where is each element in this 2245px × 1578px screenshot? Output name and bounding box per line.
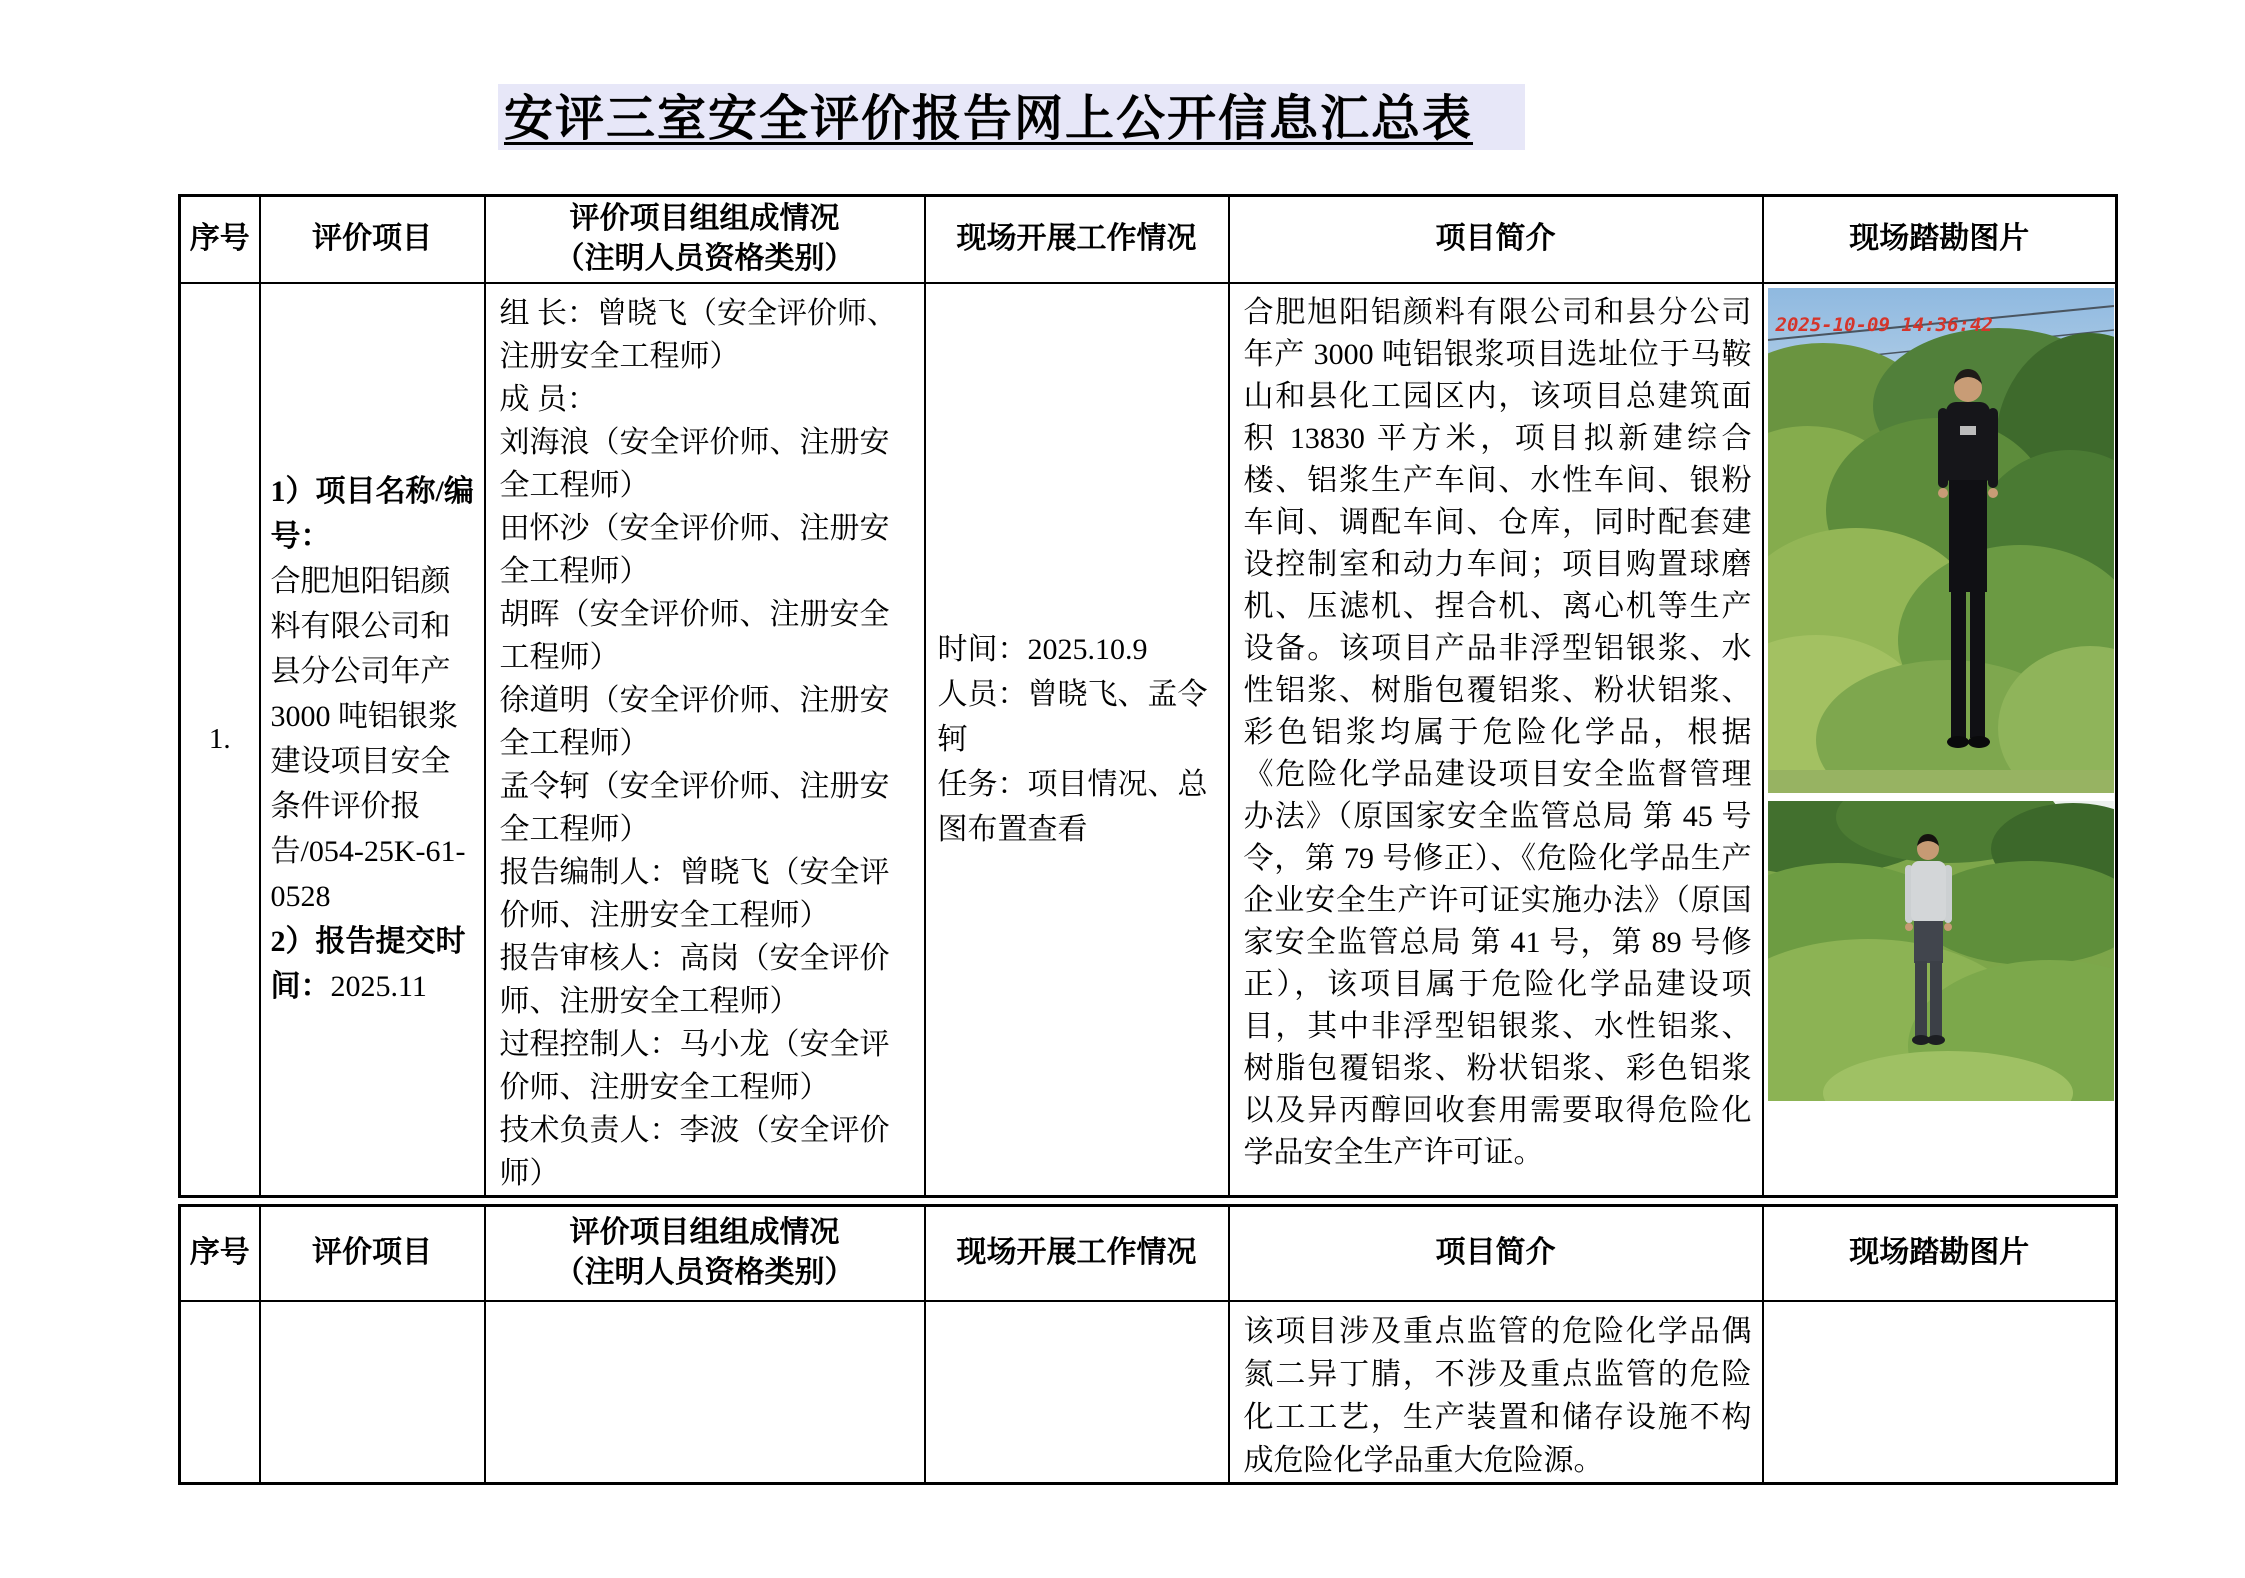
- cell-team: [485, 283, 925, 1197]
- project-time-line: [271, 919, 476, 1009]
- site-photo-1: [1768, 288, 2114, 793]
- cell-intro-continued: 该项目涉及重点监管的危险化学品偶氮二异丁腈，不涉及重点监管的危险化工工艺，生产装置和储存设施不构成危险化学品重大危险源。: [1229, 1301, 1763, 1484]
- team-member: 徐道明（安全评价师、注册安全工程师）: [499, 683, 890, 760]
- project-time-value: 2025.11: [330, 970, 427, 1003]
- photo1-graphic: [1768, 288, 2114, 793]
- cell-serial-empty: [180, 1301, 260, 1484]
- team-member: 孟令轲（安全评价师、注册安全工程师）: [499, 769, 890, 846]
- team-role: 报告编制人：曾晓飞（安全评价师、注册安全工程师）: [499, 855, 890, 932]
- body-row-2: [180, 1301, 2117, 1484]
- header-serial: 序号: [180, 196, 260, 283]
- team-role: 报告审核人：高岗（安全评价师、注册安全工程师）: [499, 941, 890, 1018]
- photo-timestamp: 2025-10-09 14:36:42: [1775, 313, 1993, 336]
- header-row-1: [180, 196, 2117, 283]
- cell-site-work: [925, 283, 1229, 1197]
- team-member: 胡晖（安全评价师、注册安全工程师）: [499, 597, 890, 674]
- header-site-work: 现场开展工作情况: [925, 1205, 1229, 1301]
- header-project: 评价项目: [260, 196, 485, 283]
- cell-serial: 1.: [180, 283, 260, 1197]
- header-row-2: [180, 1205, 2117, 1301]
- header-team: [485, 196, 925, 283]
- site-work-task: 任务：项目情况、总图布置查看: [937, 767, 1208, 846]
- photo2-graphic: [1768, 801, 2114, 1101]
- document-title: 安评三室安全评价报告网上公开信息汇总表: [504, 91, 1474, 146]
- site-work-time: 时间：2025.10.9: [937, 632, 1148, 666]
- project-name-label: 1）项目名称/编号：: [270, 475, 474, 553]
- header-intro: 项目简介: [1229, 196, 1763, 283]
- project-time-label: 2）报告提交时间：: [270, 925, 466, 1003]
- header-photos: 现场踏勘图片: [1763, 196, 2117, 283]
- team-members-label: 成 员：: [499, 382, 597, 416]
- header-project: 评价项目: [260, 1205, 485, 1301]
- summary-tables: [178, 194, 2118, 1485]
- team-member: 刘海浪（安全评价师、注册安全工程师）: [499, 425, 890, 502]
- cell-site-work-empty: [925, 1301, 1229, 1484]
- team-leader: 组 长：曾晓飞（安全评价师、注册安全工程师）: [499, 296, 897, 373]
- site-work-people: 人员：曾晓飞、孟令轲: [937, 677, 1208, 756]
- header-team-line1: 评价项目组组成情况: [569, 202, 840, 236]
- cell-team-empty: [485, 1301, 925, 1484]
- project-name-value: 合肥旭阳铝颜料有限公司和县分公司年产 3000 吨铝银浆建设项目安全条件评价报告/054-25K-61-0528: [270, 565, 466, 913]
- header-site-work: 现场开展工作情况: [925, 196, 1229, 283]
- document-title-band: [498, 84, 1525, 150]
- cell-project: [260, 283, 485, 1197]
- header-team-line2: （注明人员资格类别）: [554, 242, 855, 276]
- team-role: 技术负责人：李波（安全评价师）: [499, 1113, 890, 1190]
- cell-project-empty: [260, 1301, 485, 1484]
- summary-table-1: [178, 194, 2118, 1198]
- cell-photos-empty: [1763, 1301, 2117, 1484]
- header-intro: 项目简介: [1229, 1205, 1763, 1301]
- cell-photos: [1763, 283, 2117, 1197]
- header-serial: 序号: [180, 1205, 260, 1301]
- header-team-line1: 评价项目组组成情况: [569, 1216, 840, 1250]
- header-team: [485, 1205, 925, 1301]
- team-member: 田怀沙（安全评价师、注册安全工程师）: [499, 511, 890, 588]
- body-row-1: [180, 283, 2117, 1197]
- site-photo-2: [1768, 801, 2114, 1101]
- header-photos: 现场踏勘图片: [1763, 1205, 2117, 1301]
- summary-table-2: [178, 1204, 2118, 1486]
- team-role: 过程控制人：马小龙（安全评价师、注册安全工程师）: [499, 1027, 890, 1104]
- header-team-line2: （注明人员资格类别）: [554, 1256, 855, 1290]
- cell-intro: 合肥旭阳铝颜料有限公司和县分公司年产 3000 吨铝银浆项目选址位于马鞍山和县化工园区内，该项目总建筑面积 13830 平方米，项目拟新建综合楼、铝浆生产车间、水性车间、银粉车间、调配车间、仓库，同时配套建设控制室和动力车间；项目购置球磨机、压滤机、捏合机、离心机等生产设备。该项目产品非浮型铝银浆、水性铝浆、树脂包覆铝浆、粉状铝浆、彩色铝浆均属于危险化学品，根据《危险化学品建设项目安全监督管理办法》（原国家安全监管总局 第 45 号令，第 79 号修正）、《危险化学品生产企业安全生产许可证实施办法》（原国家安全监管总局 第 41 号，第 89 号修正），该项目属于危险化学品建设项目，其中非浮型铝银浆、水性铝浆、树脂包覆铝浆、粉状铝浆、彩色铝浆以及异丙醇回收套用需要取得危险化学品安全生产许可证。: [1229, 283, 1763, 1197]
